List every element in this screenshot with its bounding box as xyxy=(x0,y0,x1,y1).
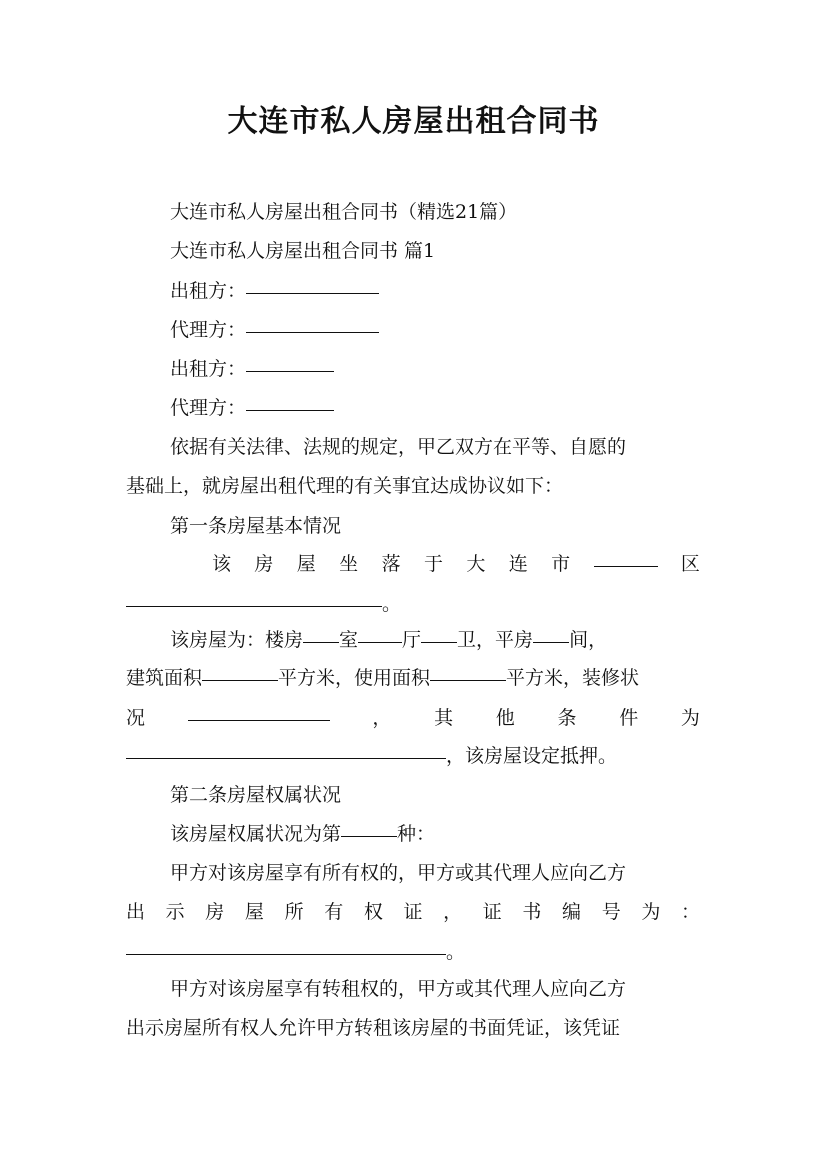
paragraph-line: 依据有关法律、法规的规定，甲乙双方在平等、自愿的 xyxy=(170,436,627,458)
text-char: ： xyxy=(680,901,700,923)
text: ，该房屋设定抵押。 xyxy=(446,745,618,767)
agent-label: 代理方： xyxy=(170,319,247,341)
fill-blank xyxy=(341,835,397,837)
fill-blank xyxy=(202,679,278,681)
lessor-line xyxy=(170,277,700,305)
text-char: 书 xyxy=(522,901,542,923)
fill-blank xyxy=(430,679,506,681)
fill-blank xyxy=(188,719,330,721)
text-char: 坐 xyxy=(339,553,359,575)
ownership-type-line xyxy=(170,820,700,848)
text-char: 市 xyxy=(551,553,571,575)
fill-blank xyxy=(594,565,658,567)
text-char: ， xyxy=(372,707,392,729)
certificate-line xyxy=(126,898,700,926)
period: 。 xyxy=(382,593,402,615)
text-char: 件 xyxy=(619,707,639,729)
text-char: 出 xyxy=(126,901,146,923)
fill-blank xyxy=(126,953,446,955)
fill-blank xyxy=(246,331,379,333)
section-heading: 大连市私人房屋出租合同书 篇1 xyxy=(170,240,436,262)
paragraph-line: 出示房屋所有权人允许甲方转租该房屋的书面凭证，该凭证 xyxy=(126,1017,621,1039)
text-char: 区 xyxy=(680,553,700,575)
text-char: 房 xyxy=(254,553,274,575)
text-char: 有 xyxy=(324,901,344,923)
mortgage-line xyxy=(126,742,700,770)
text: 建筑面积 xyxy=(126,667,203,689)
text-char: 屋 xyxy=(296,553,316,575)
location-line xyxy=(212,550,700,578)
text-char: 权 xyxy=(363,901,383,923)
text-char: 其 xyxy=(434,707,454,729)
text-char: 为 xyxy=(680,707,700,729)
text-char: 况 xyxy=(126,707,146,729)
text: 厅 xyxy=(402,629,422,651)
text-char: 连 xyxy=(508,553,528,575)
text-char: 所 xyxy=(284,901,304,923)
text: 该房屋权属状况为第 xyxy=(170,823,342,845)
text-char: 号 xyxy=(601,901,621,923)
lessor-label: 出租方： xyxy=(170,280,247,302)
text-char: 于 xyxy=(423,553,443,575)
fill-blank xyxy=(533,641,569,643)
text: 卫，平房 xyxy=(457,629,534,651)
certificate-line-2 xyxy=(126,938,700,966)
paragraph-line: 甲方对该房屋享有所有权的，甲方或其代理人应向乙方 xyxy=(170,862,627,884)
paragraph-line: 基础上，就房屋出租代理的有关事宜达成协议如下： xyxy=(126,475,564,497)
condition-line xyxy=(126,704,700,732)
text-char: 条 xyxy=(557,707,577,729)
fill-blank xyxy=(246,409,334,411)
subtitle-line: 大连市私人房屋出租合同书（精选21篇） xyxy=(170,201,518,223)
paragraph-line: 甲方对该房屋享有转租权的，甲方或其代理人应向乙方 xyxy=(170,978,627,1000)
document-title: 大连市私人房屋出租合同书 xyxy=(227,104,600,139)
text-char: 证 xyxy=(403,901,423,923)
house-type-line xyxy=(170,626,700,654)
text: 室 xyxy=(339,629,359,651)
agent-line xyxy=(170,316,700,344)
text: 平方米，装修状 xyxy=(506,667,640,689)
fill-blank xyxy=(421,641,457,643)
fill-blank xyxy=(246,292,379,294)
fill-blank xyxy=(246,370,334,372)
fill-blank xyxy=(126,757,446,759)
text: 种： xyxy=(397,823,436,845)
agent-line-2 xyxy=(170,394,700,422)
text-char: 编 xyxy=(562,901,582,923)
fill-blank xyxy=(126,605,382,607)
text: 该房屋为：楼房 xyxy=(170,629,304,651)
text-char: 房 xyxy=(205,901,225,923)
fill-blank xyxy=(358,641,402,643)
agent-label-2: 代理方： xyxy=(170,397,247,419)
text-char: ， xyxy=(443,901,463,923)
text-char: 示 xyxy=(165,901,185,923)
text-char: 证 xyxy=(482,901,502,923)
text-char: 屋 xyxy=(244,901,264,923)
fill-blank xyxy=(303,641,339,643)
text-char: 大 xyxy=(466,553,486,575)
text: 间， xyxy=(569,629,608,651)
article-heading: 第一条房屋基本情况 xyxy=(170,515,342,537)
lessor-label-2: 出租方： xyxy=(170,358,247,380)
lessor-line-2 xyxy=(170,355,700,383)
period: 。 xyxy=(446,941,466,963)
text: 平方米，使用面积 xyxy=(278,667,431,689)
article-heading: 第二条房屋权属状况 xyxy=(170,784,342,806)
text-char: 为 xyxy=(641,901,661,923)
text-char: 他 xyxy=(495,707,515,729)
text-char: 落 xyxy=(381,553,401,575)
text-char: 该 xyxy=(212,553,232,575)
location-line-2 xyxy=(126,590,700,618)
area-line xyxy=(126,664,700,692)
